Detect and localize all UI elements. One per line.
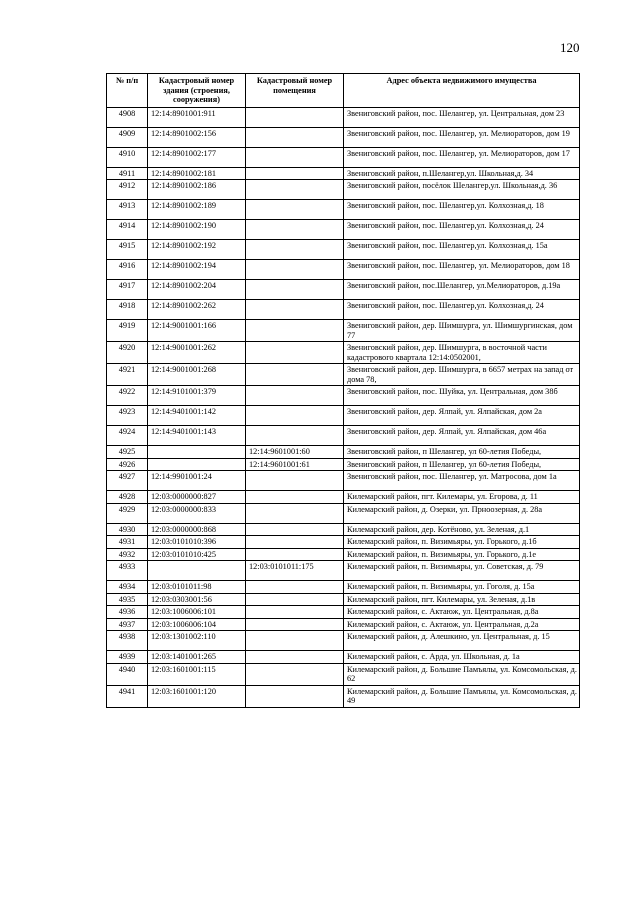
building-cadastral-cell: 12:14:8901002:192 bbox=[148, 240, 246, 260]
address-cell: Килемарский район, д. Алешкино, ул. Центральная, д. 15 bbox=[344, 631, 580, 651]
address-cell: Звениговский район, дер. Ялпай, ул. Ялпайская, дом 2а bbox=[344, 406, 580, 426]
room-cadastral-cell bbox=[246, 503, 344, 523]
address-cell: Звениговский район, пос. Шелангер, ул. Матросова, дом 1а bbox=[344, 471, 580, 491]
table-row bbox=[107, 386, 580, 406]
address-cell: Звениговский район, дер. Шимшурга, в восточной части кадастрового квартала 12:14:0502001, bbox=[344, 342, 580, 364]
room-cadastral-cell bbox=[246, 364, 344, 386]
table-row bbox=[107, 581, 580, 594]
page-number: 120 bbox=[560, 40, 580, 55]
table-body bbox=[107, 107, 580, 707]
table-row bbox=[107, 342, 580, 364]
room-cadastral-cell bbox=[246, 606, 344, 619]
table-row bbox=[107, 320, 580, 342]
table-row bbox=[107, 593, 580, 606]
row-number-cell: 4935 bbox=[107, 593, 148, 606]
table-row bbox=[107, 200, 580, 220]
row-number-cell: 4909 bbox=[107, 127, 148, 147]
room-cadastral-cell bbox=[246, 491, 344, 504]
row-number-cell: 4924 bbox=[107, 426, 148, 446]
room-cadastral-cell bbox=[246, 147, 344, 167]
table-row bbox=[107, 618, 580, 631]
building-cadastral-cell: 12:03:0101010:425 bbox=[148, 548, 246, 561]
table-row bbox=[107, 260, 580, 280]
room-cadastral-cell bbox=[246, 536, 344, 549]
row-number-cell: 4912 bbox=[107, 180, 148, 200]
room-cadastral-cell bbox=[246, 426, 344, 446]
room-cadastral-cell bbox=[246, 280, 344, 300]
row-number-cell: 4931 bbox=[107, 536, 148, 549]
row-number-cell: 4923 bbox=[107, 406, 148, 426]
address-cell: Килемарский район, п. Визимьяры, ул. Горького, д.1е bbox=[344, 548, 580, 561]
building-cadastral-cell: 12:03:0000000:827 bbox=[148, 491, 246, 504]
room-cadastral-cell: 12:14:9601001:60 bbox=[246, 446, 344, 459]
room-cadastral-cell bbox=[246, 651, 344, 664]
address-cell: Килемарский район, пгт. Килемары, ул. Егорова, д. 11 bbox=[344, 491, 580, 504]
building-cadastral-cell bbox=[148, 446, 246, 459]
address-cell: Звениговский район, пос. Шелангер, ул. Мелиораторов, дом 19 bbox=[344, 127, 580, 147]
table-row bbox=[107, 107, 580, 127]
row-number-cell: 4925 bbox=[107, 446, 148, 459]
table-row bbox=[107, 631, 580, 651]
row-number-cell: 4939 bbox=[107, 651, 148, 664]
table-row bbox=[107, 220, 580, 240]
address-cell: Звениговский район, дер. Шимшурга, в 6657 метрах на запад от дома 78, bbox=[344, 364, 580, 386]
building-cadastral-cell: 12:14:8901002:189 bbox=[148, 200, 246, 220]
building-cadastral-cell: 12:03:1601001:115 bbox=[148, 663, 246, 685]
address-cell: Килемарский район, пгт. Килемары, ул. Зеленая, д.1в bbox=[344, 593, 580, 606]
building-cadastral-cell: 12:14:8901002:262 bbox=[148, 300, 246, 320]
row-number-cell: 4922 bbox=[107, 386, 148, 406]
room-cadastral-cell bbox=[246, 548, 344, 561]
room-cadastral-cell bbox=[246, 618, 344, 631]
building-cadastral-cell: 12:14:8901002:181 bbox=[148, 167, 246, 180]
room-cadastral-cell bbox=[246, 593, 344, 606]
table-row bbox=[107, 491, 580, 504]
row-number-cell: 4916 bbox=[107, 260, 148, 280]
header-building-cadastral: Кадастровый номер здания (строения, сооружения) bbox=[148, 74, 246, 108]
address-cell: Звениговский район, пос. Шелангер, ул. Мелиораторов, дом 18 bbox=[344, 260, 580, 280]
building-cadastral-cell: 12:03:1006006:104 bbox=[148, 618, 246, 631]
row-number-cell: 4913 bbox=[107, 200, 148, 220]
table-row bbox=[107, 446, 580, 459]
row-number-cell: 4941 bbox=[107, 685, 148, 707]
table-row bbox=[107, 471, 580, 491]
address-cell: Звениговский район, пос. Шелангер,ул. Колхозная,д. 15а bbox=[344, 240, 580, 260]
header-num: № п/п bbox=[107, 74, 148, 108]
room-cadastral-cell bbox=[246, 342, 344, 364]
row-number-cell: 4937 bbox=[107, 618, 148, 631]
address-cell: Килемарский район, д. Озерки, ул. Прноозерная, д. 28а bbox=[344, 503, 580, 523]
address-cell: Звениговский район, пос. Шелангер,ул. Колхозная,д. 18 bbox=[344, 200, 580, 220]
table-row bbox=[107, 180, 580, 200]
room-cadastral-cell bbox=[246, 471, 344, 491]
building-cadastral-cell: 12:14:8901002:204 bbox=[148, 280, 246, 300]
row-number-cell: 4932 bbox=[107, 548, 148, 561]
address-cell: Звениговский район, пос. Шелангер,ул. Колхозная,д. 24 bbox=[344, 220, 580, 240]
address-cell: Звениговский район, пос. Шелангер,ул. Колхозная,д. 24 bbox=[344, 300, 580, 320]
building-cadastral-cell: 12:03:1601001:120 bbox=[148, 685, 246, 707]
building-cadastral-cell: 12:14:9001001:166 bbox=[148, 320, 246, 342]
room-cadastral-cell bbox=[246, 663, 344, 685]
table-row bbox=[107, 561, 580, 581]
row-number-cell: 4910 bbox=[107, 147, 148, 167]
room-cadastral-cell: 12:14:9601001:61 bbox=[246, 458, 344, 471]
building-cadastral-cell: 12:14:9401001:143 bbox=[148, 426, 246, 446]
table-row bbox=[107, 548, 580, 561]
table-row bbox=[107, 606, 580, 619]
room-cadastral-cell bbox=[246, 200, 344, 220]
room-cadastral-cell bbox=[246, 320, 344, 342]
address-cell: Звениговский район, пос. Шуйка, ул. Центральная, дом 38б bbox=[344, 386, 580, 406]
address-cell: Килемарский район, с. Актаюж, ул. Центральная, д.8а bbox=[344, 606, 580, 619]
address-cell: Килемарский район, д. Большие Памъялы, ул. Комсомольская, д. 62 bbox=[344, 663, 580, 685]
row-number-cell: 4911 bbox=[107, 167, 148, 180]
table-row bbox=[107, 127, 580, 147]
table-row bbox=[107, 458, 580, 471]
address-cell: Килемарский район, дер. Котёново, ул. Зеленая, д.1 bbox=[344, 523, 580, 536]
address-cell: Килемарский район, п. Визимьяры, ул. Горького, д.1б bbox=[344, 536, 580, 549]
table-row bbox=[107, 523, 580, 536]
address-cell: Килемарский район, с. Актаюж, ул. Центральная, д.2а bbox=[344, 618, 580, 631]
row-number-cell: 4936 bbox=[107, 606, 148, 619]
building-cadastral-cell: 12:03:1401001:265 bbox=[148, 651, 246, 664]
building-cadastral-cell: 12:14:8901002:156 bbox=[148, 127, 246, 147]
building-cadastral-cell: 12:14:8901002:177 bbox=[148, 147, 246, 167]
row-number-cell: 4926 bbox=[107, 458, 148, 471]
row-number-cell: 4917 bbox=[107, 280, 148, 300]
row-number-cell: 4914 bbox=[107, 220, 148, 240]
building-cadastral-cell: 12:14:8901002:194 bbox=[148, 260, 246, 280]
room-cadastral-cell bbox=[246, 581, 344, 594]
building-cadastral-cell: 12:14:8901001:911 bbox=[148, 107, 246, 127]
row-number-cell: 4918 bbox=[107, 300, 148, 320]
address-cell: Звениговский район, пос. Шелангер, ул. Мелиораторов, дом 17 bbox=[344, 147, 580, 167]
building-cadastral-cell: 12:03:0000000:833 bbox=[148, 503, 246, 523]
table-row bbox=[107, 167, 580, 180]
address-cell: Звениговский район, дер. Ялпай, ул. Ялпайская, дом 46а bbox=[344, 426, 580, 446]
table-row bbox=[107, 426, 580, 446]
address-cell: Звениговский район, пос.Шелангер, ул.Мелиораторов, д.19а bbox=[344, 280, 580, 300]
address-cell: Килемарский район, п. Визимьяры, ул. Гоголя, д. 15а bbox=[344, 581, 580, 594]
room-cadastral-cell bbox=[246, 406, 344, 426]
table-row bbox=[107, 651, 580, 664]
room-cadastral-cell bbox=[246, 685, 344, 707]
table-row bbox=[107, 280, 580, 300]
room-cadastral-cell bbox=[246, 260, 344, 280]
building-cadastral-cell: 12:03:0101011:98 bbox=[148, 581, 246, 594]
table-row bbox=[107, 364, 580, 386]
property-table bbox=[106, 73, 580, 708]
header-room-cadastral: Кадастровый номер помещения bbox=[246, 74, 344, 108]
row-number-cell: 4921 bbox=[107, 364, 148, 386]
building-cadastral-cell: 12:03:1006006:101 bbox=[148, 606, 246, 619]
room-cadastral-cell bbox=[246, 167, 344, 180]
row-number-cell: 4920 bbox=[107, 342, 148, 364]
table-header-row bbox=[107, 74, 580, 108]
address-cell: Звениговский район, пос. Шелангер, ул. Центральная, дом 23 bbox=[344, 107, 580, 127]
table-row bbox=[107, 300, 580, 320]
room-cadastral-cell bbox=[246, 631, 344, 651]
header-address: Адрес объекта недвижимого имущества bbox=[344, 74, 580, 108]
row-number-cell: 4915 bbox=[107, 240, 148, 260]
room-cadastral-cell bbox=[246, 523, 344, 536]
address-cell: Звениговский район, дер. Шимшурга, ул. Шимшургинская, дом 77 bbox=[344, 320, 580, 342]
building-cadastral-cell: 12:03:0000000:868 bbox=[148, 523, 246, 536]
address-cell: Килемарский район, д. Большие Памъялы, ул. Комсомольская, д. 49 bbox=[344, 685, 580, 707]
room-cadastral-cell bbox=[246, 240, 344, 260]
building-cadastral-cell bbox=[148, 458, 246, 471]
building-cadastral-cell bbox=[148, 561, 246, 581]
building-cadastral-cell: 12:14:8901002:190 bbox=[148, 220, 246, 240]
table-row bbox=[107, 503, 580, 523]
room-cadastral-cell bbox=[246, 220, 344, 240]
room-cadastral-cell: 12:03:0101011:175 bbox=[246, 561, 344, 581]
building-cadastral-cell: 12:14:9101001:379 bbox=[148, 386, 246, 406]
row-number-cell: 4919 bbox=[107, 320, 148, 342]
building-cadastral-cell: 12:14:9001001:268 bbox=[148, 364, 246, 386]
row-number-cell: 4929 bbox=[107, 503, 148, 523]
address-cell: Звениговский район, п Шелангер, ул 60-летия Победы, bbox=[344, 458, 580, 471]
building-cadastral-cell: 12:03:0101010:396 bbox=[148, 536, 246, 549]
building-cadastral-cell: 12:03:0303001:56 bbox=[148, 593, 246, 606]
address-cell: Килемарский район, с. Арда, ул. Школьная, д. 1а bbox=[344, 651, 580, 664]
row-number-cell: 4938 bbox=[107, 631, 148, 651]
address-cell: Звениговский район, п.Шелангер,ул. Школьная,д. 34 bbox=[344, 167, 580, 180]
room-cadastral-cell bbox=[246, 300, 344, 320]
table-row bbox=[107, 536, 580, 549]
row-number-cell: 4933 bbox=[107, 561, 148, 581]
row-number-cell: 4934 bbox=[107, 581, 148, 594]
row-number-cell: 4928 bbox=[107, 491, 148, 504]
room-cadastral-cell bbox=[246, 127, 344, 147]
table-row bbox=[107, 240, 580, 260]
row-number-cell: 4927 bbox=[107, 471, 148, 491]
table-row bbox=[107, 685, 580, 707]
building-cadastral-cell: 12:14:9401001:142 bbox=[148, 406, 246, 426]
row-number-cell: 4908 bbox=[107, 107, 148, 127]
row-number-cell: 4940 bbox=[107, 663, 148, 685]
building-cadastral-cell: 12:14:8901002:186 bbox=[148, 180, 246, 200]
table-row bbox=[107, 406, 580, 426]
address-cell: Килемарский район, п. Визимьяры, ул. Советская, д. 79 bbox=[344, 561, 580, 581]
room-cadastral-cell bbox=[246, 180, 344, 200]
building-cadastral-cell: 12:14:9001001:262 bbox=[148, 342, 246, 364]
address-cell: Звениговский район, посёлок Шелангер,ул. Школьная,д. 36 bbox=[344, 180, 580, 200]
address-cell: Звениговский район, п Шелангер, ул 60-летия Победы, bbox=[344, 446, 580, 459]
table-row bbox=[107, 663, 580, 685]
room-cadastral-cell bbox=[246, 386, 344, 406]
row-number-cell: 4930 bbox=[107, 523, 148, 536]
building-cadastral-cell: 12:03:1301002:110 bbox=[148, 631, 246, 651]
table-row bbox=[107, 147, 580, 167]
room-cadastral-cell bbox=[246, 107, 344, 127]
building-cadastral-cell: 12:14:9901001:24 bbox=[148, 471, 246, 491]
